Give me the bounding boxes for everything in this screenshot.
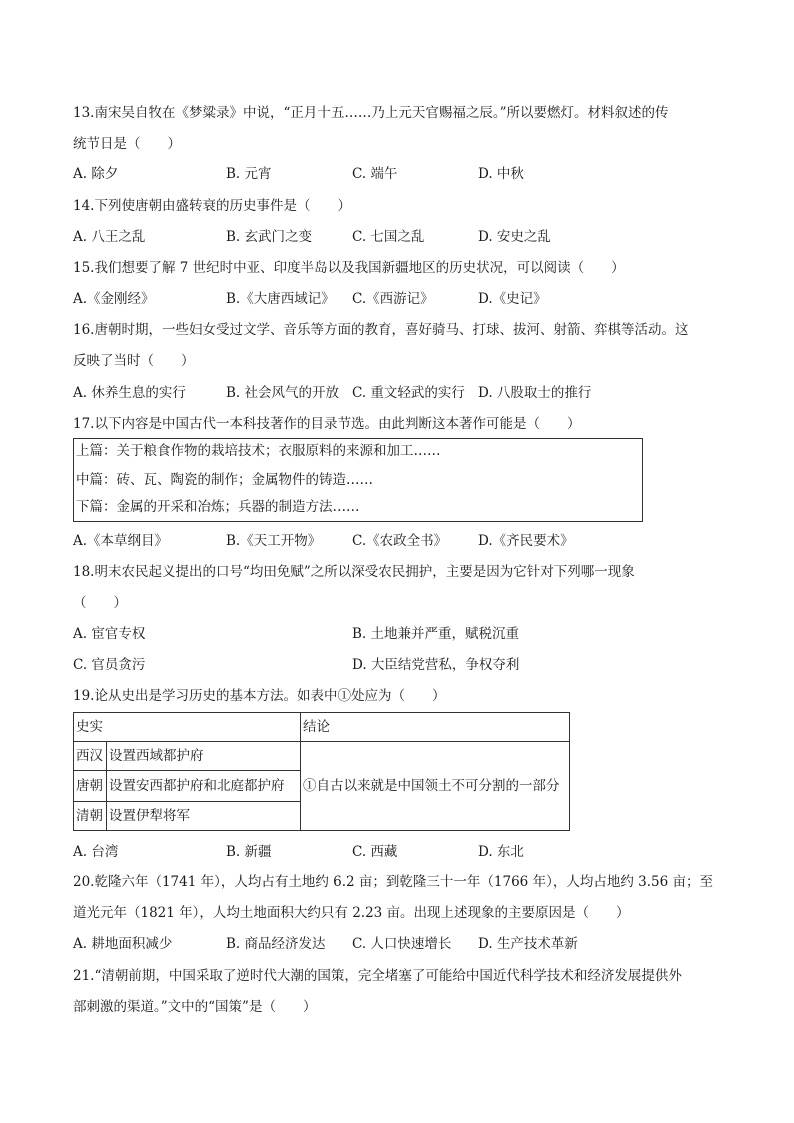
q14-options <box>73 227 723 247</box>
q13-options <box>73 164 723 184</box>
q19-option-c[interactable]: C. 西藏 <box>352 844 398 860</box>
q18-stem-line2: （ ） <box>73 595 127 611</box>
q13-option-a[interactable]: A. 除夕 <box>73 166 119 182</box>
table-header-facts: 史实 <box>74 713 301 742</box>
q14-option-c[interactable]: C. 七国之乱 <box>352 229 425 245</box>
q16-option-d[interactable]: D. 八股取士的推行 <box>478 385 592 401</box>
q21-stem-line2: 部刺激的渠道。”文中的“国策”是（ ） <box>73 999 317 1015</box>
table-header-row <box>74 713 570 742</box>
table-cell-fact: 设置安西都护府和北庭都护府 <box>107 771 301 802</box>
q13-stem-line1: 13.南宋吴自牧在《梦粱录》中说，“正月十五……乃上元天官赐福之辰。”所以要燃灯。材料叙述的传 <box>73 105 669 121</box>
q17-option-a[interactable]: A.《本草纲目》 <box>73 533 169 549</box>
q18-stem-line1: 18.明末农民起义提出的口号“均田免赋”之所以深受农民拥护，主要是因为它针对下列哪一现象 <box>73 564 635 580</box>
q19-option-a[interactable]: A. 台湾 <box>73 844 119 860</box>
q18-option-b[interactable]: B. 土地兼并严重，赋税沉重 <box>352 626 520 642</box>
q13-stem-line2: 统节日是（ ） <box>73 136 181 152</box>
q15-option-d[interactable]: D.《史记》 <box>478 291 547 307</box>
table-cell-fact: 设置西域都护府 <box>107 742 301 771</box>
q15-option-a[interactable]: A.《金刚经》 <box>73 291 155 307</box>
q16-stem-line2: 反映了当时（ ） <box>73 353 195 369</box>
q13-option-b[interactable]: B. 元宵 <box>226 166 272 182</box>
q14-option-b[interactable]: B. 玄武门之变 <box>226 229 313 245</box>
q17-option-d[interactable]: D.《齐民要术》 <box>478 533 574 549</box>
q17-options <box>73 531 723 551</box>
q16-option-b[interactable]: B. 社会风气的开放 <box>226 385 340 401</box>
table-row <box>74 742 570 771</box>
table-cell-dynasty: 唐朝 <box>74 771 107 802</box>
q18-options-row1 <box>73 624 723 644</box>
table-cell-conclusion: ①自古以来就是中国领土不可分割的一部分 <box>301 742 570 831</box>
q18-option-a[interactable]: A. 宦官专权 <box>73 626 146 642</box>
q13-option-d[interactable]: D. 中秋 <box>478 166 524 182</box>
q19-option-d[interactable]: D. 东北 <box>478 844 524 860</box>
q20-options <box>73 934 723 954</box>
q14-stem: 14.下列使唐朝由盛转衰的历史事件是（ ） <box>73 198 351 214</box>
q18-options-row2 <box>73 655 723 675</box>
table-header-conclusion: 结论 <box>301 713 570 742</box>
q20-option-c[interactable]: C. 人口快速增长 <box>352 936 452 952</box>
table-cell-dynasty: 西汉 <box>74 742 107 771</box>
q16-option-a[interactable]: A. 休养生息的实行 <box>73 385 186 401</box>
q15-option-c[interactable]: C.《西游记》 <box>352 291 434 307</box>
q20-option-b[interactable]: B. 商品经济发达 <box>226 936 326 952</box>
q17-option-c[interactable]: C.《农政全书》 <box>352 533 448 549</box>
q19-option-b[interactable]: B. 新疆 <box>226 844 272 860</box>
q17-contents-box <box>73 438 643 522</box>
q13-option-c[interactable]: C. 端午 <box>352 166 398 182</box>
q19-options <box>73 842 723 862</box>
q20-option-d[interactable]: D. 生产技术革新 <box>478 936 578 952</box>
q14-option-d[interactable]: D. 安史之乱 <box>478 229 551 245</box>
q20-stem-line2: 道光元年（1821 年），人均土地面积大约只有 2.23 亩。出现上述现象的主要原因是（ ） <box>73 905 630 921</box>
q15-stem: 15.我们想要了解 7 世纪时中亚、印度半岛以及我国新疆地区的历史状况，可以阅读（ ） <box>73 260 625 276</box>
q20-option-a[interactable]: A. 耕地面积减少 <box>73 936 173 952</box>
q17-option-b[interactable]: B.《天工开物》 <box>226 533 322 549</box>
q15-options <box>73 289 723 309</box>
q17-box-line-middle: 中篇：砖、瓦、陶瓷的制作；金属物件的铸造…… <box>76 472 373 488</box>
q16-option-c[interactable]: C. 重文轻武的实行 <box>352 385 465 401</box>
q14-option-a[interactable]: A. 八王之乱 <box>73 229 146 245</box>
q15-option-b[interactable]: B.《大唐西域记》 <box>226 291 335 307</box>
q17-box-line-lower: 下篇：金属的开采和冶炼；兵器的制造方法…… <box>76 499 360 515</box>
q17-stem: 17.以下内容是中国古代一本科技著作的目录节选。由此判断这本著作可能是（ ） <box>73 416 581 432</box>
q16-options <box>73 383 723 403</box>
q21-stem-line1: 21.“清朝前期，中国采取了逆时代大潮的国策，完全堵塞了可能给中国近代科学技术和经济发展提供外 <box>73 968 682 984</box>
table-cell-fact: 设置伊犁将军 <box>107 802 301 831</box>
q19-stem: 19.论从史出是学习历史的基本方法。如表中①处应为（ ） <box>73 688 446 704</box>
q18-option-d[interactable]: D. 大臣结党营私，争权夺利 <box>352 657 520 673</box>
q16-stem-line1: 16.唐朝时期，一些妇女受过文学、音乐等方面的教育，喜好骑马、打球、拔河、射箭、弈棋等活动。这 <box>73 322 689 338</box>
q17-box-line-upper: 上篇：关于粮食作物的栽培技术；衣服原料的来源和加工…… <box>76 443 441 459</box>
q18-option-c[interactable]: C. 官员贪污 <box>73 657 146 673</box>
q20-stem-line1: 20.乾隆六年（1741 年），人均占有土地约 6.2 亩；到乾隆三十一年（1766 年），人均占地约 3.56 亩；至 <box>73 874 713 890</box>
q19-table <box>73 712 570 831</box>
table-cell-dynasty: 清朝 <box>74 802 107 831</box>
